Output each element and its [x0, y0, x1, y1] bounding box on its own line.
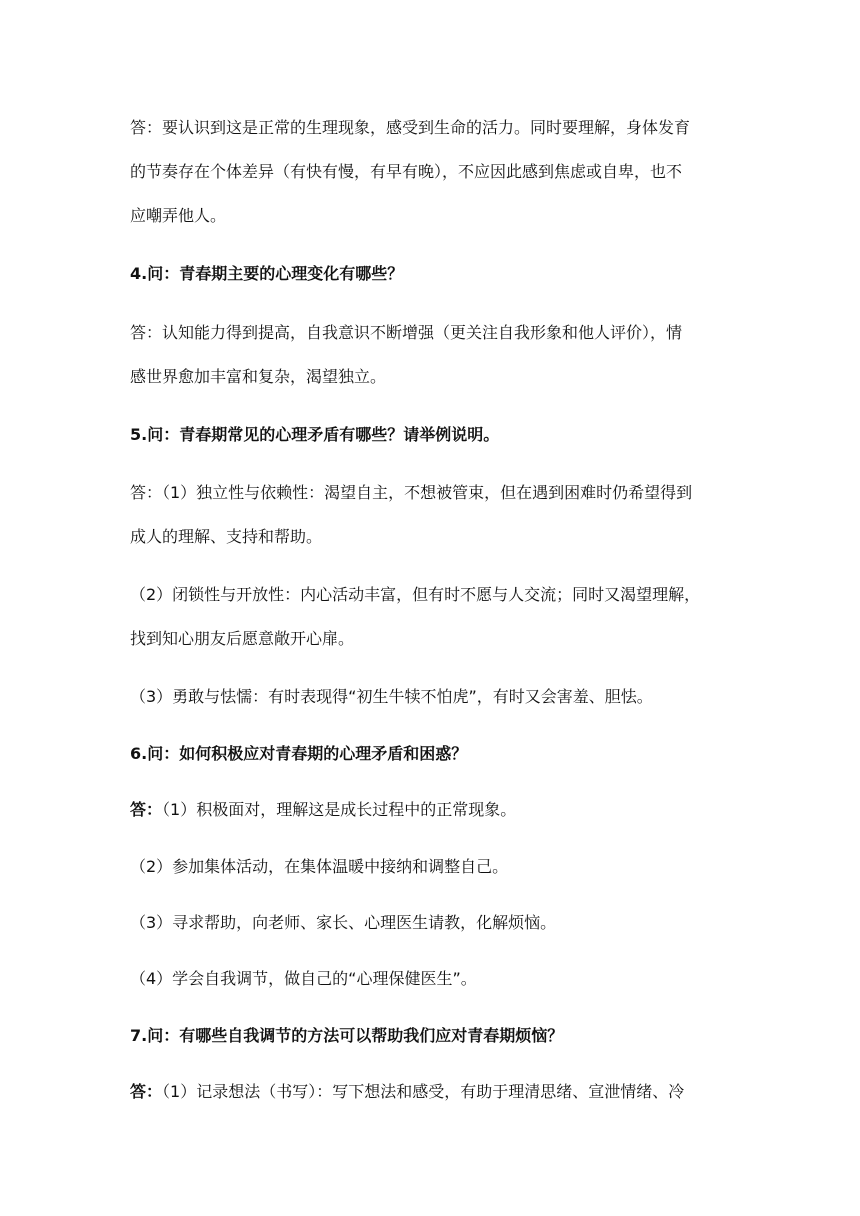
answer-prefix: 答： — [130, 800, 163, 819]
answer-prefix: 答： — [130, 1082, 163, 1101]
answer-3-line-3: 应嘲弄他人。 — [130, 206, 227, 225]
question-4: 4.问：青春期主要的心理变化有哪些？ — [130, 264, 404, 283]
answer-6-item-1-text: （1）积极面对，理解这是成长过程中的正常现象。 — [162, 800, 517, 819]
answer-5-item-1-line-1: 答：（1）独立性与依赖性：渴望自主，不想被管束，但在遇到困难时仍希望得到 — [130, 483, 693, 502]
answer-4-line-2: 感世界愈加丰富和复杂，渴望独立。 — [130, 367, 387, 386]
answer-5-item-2-line-2: 找到知心朋友后愿意敞开心扉。 — [130, 629, 355, 648]
question-6: 6.问：如何积极应对青春期的心理矛盾和困惑？ — [130, 744, 468, 763]
answer-3-line-1: 答：要认识到这是正常的生理现象，感受到生命的活力。同时要理解，身体发育 — [130, 118, 691, 137]
answer-6-item-2: （2）参加集体活动，在集体温暖中接纳和调整自己。 — [130, 857, 509, 876]
answer-6-item-3: （3）寻求帮助，向老师、家长、心理医生请教，化解烦恼。 — [130, 913, 557, 932]
answer-7-item-1-text: （1）记录想法（书写）：写下想法和感受，有助于理清思绪、宣泄情绪、冷 — [162, 1082, 685, 1101]
answer-6-item-4: （4）学会自我调节，做自己的“心理保健医生”。 — [130, 969, 477, 988]
answer-5-item-2-line-1: （2）闭锁性与开放性：内心活动丰富，但有时不愿与人交流；同时又渴望理解， — [130, 585, 701, 604]
question-5: 5.问：青春期常见的心理矛盾有哪些？请举例说明。 — [130, 425, 500, 444]
answer-4-line-1: 答：认知能力得到提高，自我意识不断增强（更关注自我形象和他人评价），情 — [130, 323, 683, 342]
answer-5-item-3: （3）勇敢与怯懦：有时表现得“初生牛犊不怕虎”，有时又会害羞、胆怯。 — [130, 687, 653, 706]
answer-5-item-1-line-2: 成人的理解、支持和帮助。 — [130, 527, 323, 546]
answer-7-item-1 — [130, 1081, 684, 1103]
question-7: 7.问：有哪些自我调节的方法可以帮助我们应对青春期烦恼？ — [130, 1026, 564, 1045]
answer-6-item-1 — [130, 799, 516, 821]
answer-3-line-2: 的节奏存在个体差异（有快有慢，有早有晚），不应因此感到焦虑或自卑，也不 — [130, 162, 683, 181]
